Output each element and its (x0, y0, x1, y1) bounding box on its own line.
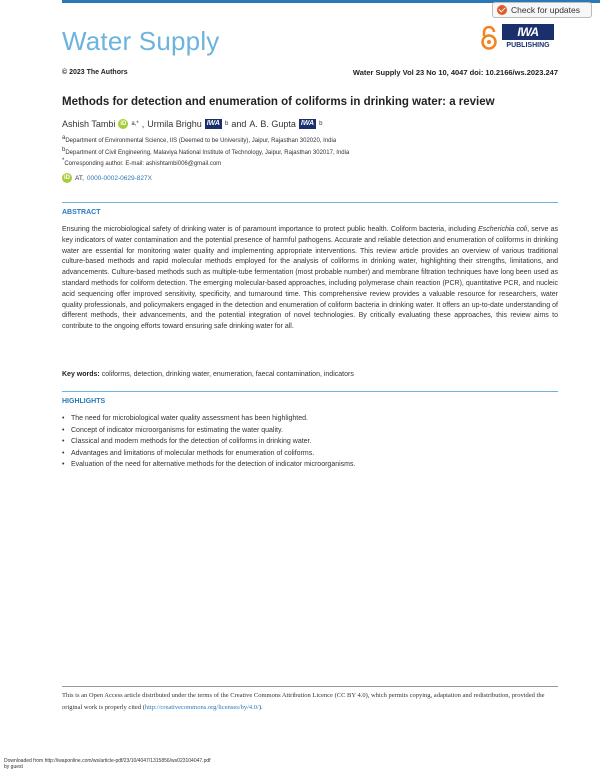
checkmark-icon (497, 5, 507, 15)
highlight-item: • Advantages and limitations of molecular methods for enumeration of coliforms. (62, 448, 355, 460)
corresponding-author: *Corresponding author. E-mail: ashishtambi006@gmail.com (62, 158, 222, 167)
orcid-icon[interactable]: iD (120, 121, 127, 127)
abstract-text: Ensuring the microbiological safety of drinking water is of paramount importance to protect public health. Coliform bacteria, including Escherichia coli, serve as key indicators of water contamination and the potential presence of harmful pathogens. Accurate and reliable detection and enumeration of coliforms in drinking water are essential for monitoring water quality and implementing appropriate interventions. This review article provides an overview of various traditional culture-based methods and rapid molecular methods employed for the analysis of coliforms in drinking water, highlighting their strengths, limitations, and advancements. Culture-based methods such as multiple-tube fermentation (most probable number) and membrane filtration techniques have long been used as standard methods for coliform detection. The emerging molecular-based approaches, including polymerase chain reaction (PCR), quantitative PCR, and nucleic acid sequencing offer improved sensitivity, specificity, and turnaround time. This comprehensive review provides a valuable resource for researchers, water quality professionals, and policymakers engaged in the detection and enumeration of coliform bacteria in drinking water. It offers an up-to-date understanding of different methods, their advancements, and the potential integration of novel technologies. By critically evaluating these approaches, this review aims to contribute to the ongoing efforts toward ensuring safe drinking water for all. (62, 226, 558, 331)
abstract-italic: Escherichia coli (478, 226, 528, 233)
author-name[interactable]: Urmila Brighu (147, 119, 202, 129)
highlight-item: • Evaluation of the need for alternative methods for the detection of indicator microorganisms. (62, 459, 355, 471)
affiliation: aDepartment of Environmental Science, IIS (Deemed to be University), Jaipur, Rajasthan 302020, India (62, 135, 337, 144)
abstract-divider (62, 202, 558, 203)
keywords-text: coliforms, detection, drinking water, enumeration, faecal contamination, indicators (101, 371, 354, 378)
author-separator: and (231, 119, 247, 129)
affiliation: bDepartment of Civil Engineering, Malaviya National Institute of Technology, Jaipur, Rajasthan 302017, India (62, 146, 350, 156)
highlight-item: • Classical and modern methods for the detection of coliforms in drinking water. (62, 436, 355, 448)
license-note: This is an Open Access article distributed under the terms of the Creative Commons Attribution Licence (CC BY 4.0), which permits copying, adaptation and redistribution, provided the original work is properly cited (http://creativecommons.org/licenses/by/4.0/). (62, 692, 545, 711)
author-separator: , (141, 119, 145, 129)
author-name[interactable]: A. B. Gupta (249, 119, 296, 129)
orcid-icon: iD (64, 175, 70, 181)
highlight-item: • Concept of indicator microorganisms for estimating the water quality. (62, 425, 355, 437)
copyright: © 2023 The Authors (62, 69, 128, 76)
highlights-heading: HIGHLIGHTS (62, 398, 106, 405)
footer-divider (62, 686, 558, 687)
abstract-heading: ABSTRACT (62, 209, 101, 216)
download-stamp: Downloaded from http://iwaponline.com/ws/article-pdf/23/10/4047/1315856/ws023104047.pdf by guest (4, 758, 211, 770)
keywords-label: Key words: (62, 371, 100, 378)
highlights-list (62, 413, 355, 471)
license-link[interactable]: http://creativecommons.org/licenses/by/4.0/ (144, 704, 259, 711)
citation: Water Supply Vol 23 No 10, 4047 doi: 10.2166/ws.2023.247 (352, 68, 558, 77)
highlights-divider (62, 391, 558, 392)
author-name[interactable]: Ashish Tambi (62, 119, 116, 129)
affiliations (62, 134, 349, 169)
author-affil-sup: b (224, 121, 229, 127)
iwa-mark: IWA (502, 24, 554, 40)
orcid-link[interactable]: 0000-0002-0629-827X (86, 174, 152, 182)
iwa-member-icon: IWA (300, 120, 315, 127)
article-title: Methods for detection and enumeration of coliforms in drinking water: a review (62, 96, 495, 108)
keywords (62, 371, 354, 378)
author-list (62, 119, 322, 129)
check-for-updates-label: Check for updates (511, 5, 580, 15)
iwa-member-icon: IWA (206, 120, 220, 127)
author-affil-sup: a,* (131, 121, 139, 127)
orcid-line (62, 173, 152, 183)
journal-name: Water Supply (62, 26, 220, 56)
author-affil-sup: b (319, 121, 323, 127)
publisher-name: PUBLISHING (506, 42, 550, 49)
open-access-icon (480, 26, 498, 50)
check-for-updates-button[interactable] (492, 2, 592, 18)
orcid-label: AT, (75, 174, 84, 182)
iwa-publishing-logo (502, 24, 554, 54)
highlight-item: • The need for microbiological water quality assessment has been highlighted. (62, 413, 355, 425)
